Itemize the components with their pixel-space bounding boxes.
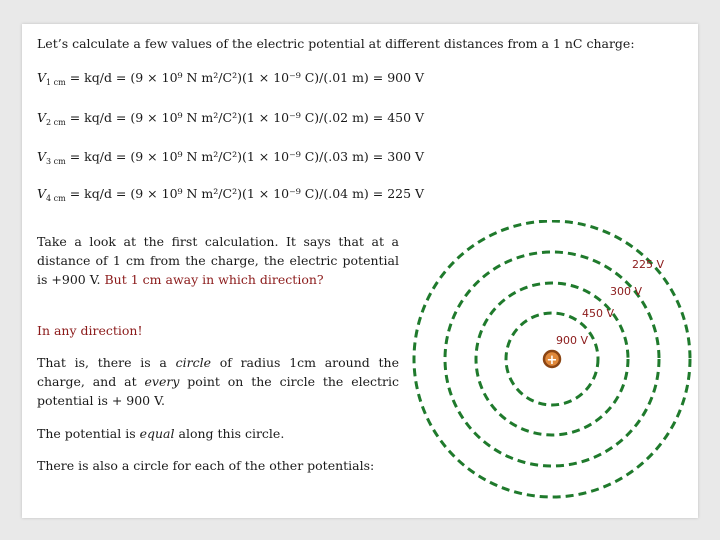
charge-sign: + — [546, 353, 558, 368]
slide — [22, 24, 698, 518]
equation-4cm: $V_{4 cm} = kq/d = (9 \times 10^9$ N m²/C²)(1 × 10⁻⁹ C)/(.04 m) = 225 V — [37, 186, 425, 203]
label-900v: 900 V — [556, 334, 589, 347]
answer-text: In any direction! — [37, 323, 143, 338]
paragraph-other-potentials: There is also a circle for each of the other potentials: — [37, 458, 375, 473]
equipotential-diagram — [402, 220, 698, 518]
label-300v: 300 V — [610, 285, 643, 298]
paragraph-circle: That is, there is a circle of radius 1cm around the charge, and at every point on the circle the electric potential is + 900 V. — [37, 355, 399, 408]
paragraph-equal: The potential is equal along this circle. — [37, 426, 285, 441]
paragraph-first-calculation: Take a look at the first calculation. It says that at a distance of 1 cm from the charge, the electric potential is +900 V. But 1 cm away in which direction? — [37, 234, 399, 287]
label-225v: 225 V — [632, 258, 665, 271]
equation-1cm: $V_{1 cm} = kq/d = (9 \times 10^9$ N m²/C²)(1 × 10⁻⁹ C)/(.01 m) = 900 V — [37, 70, 425, 87]
label-450v: 450 V — [582, 307, 615, 320]
intro-text: Let’s calculate a few values of the electric potential at different distances from a 1 nC charge: — [37, 36, 635, 51]
equation-3cm: $V_{3 cm} = kq/d = (9 \times 10^9$ N m²/C²)(1 × 10⁻⁹ C)/(.03 m) = 300 V — [37, 149, 425, 166]
equation-2cm: $V_{2 cm} = kq/d = (9 \times 10^9$ N m²/C²)(1 × 10⁻⁹ C)/(.02 m) = 450 V — [37, 110, 425, 127]
